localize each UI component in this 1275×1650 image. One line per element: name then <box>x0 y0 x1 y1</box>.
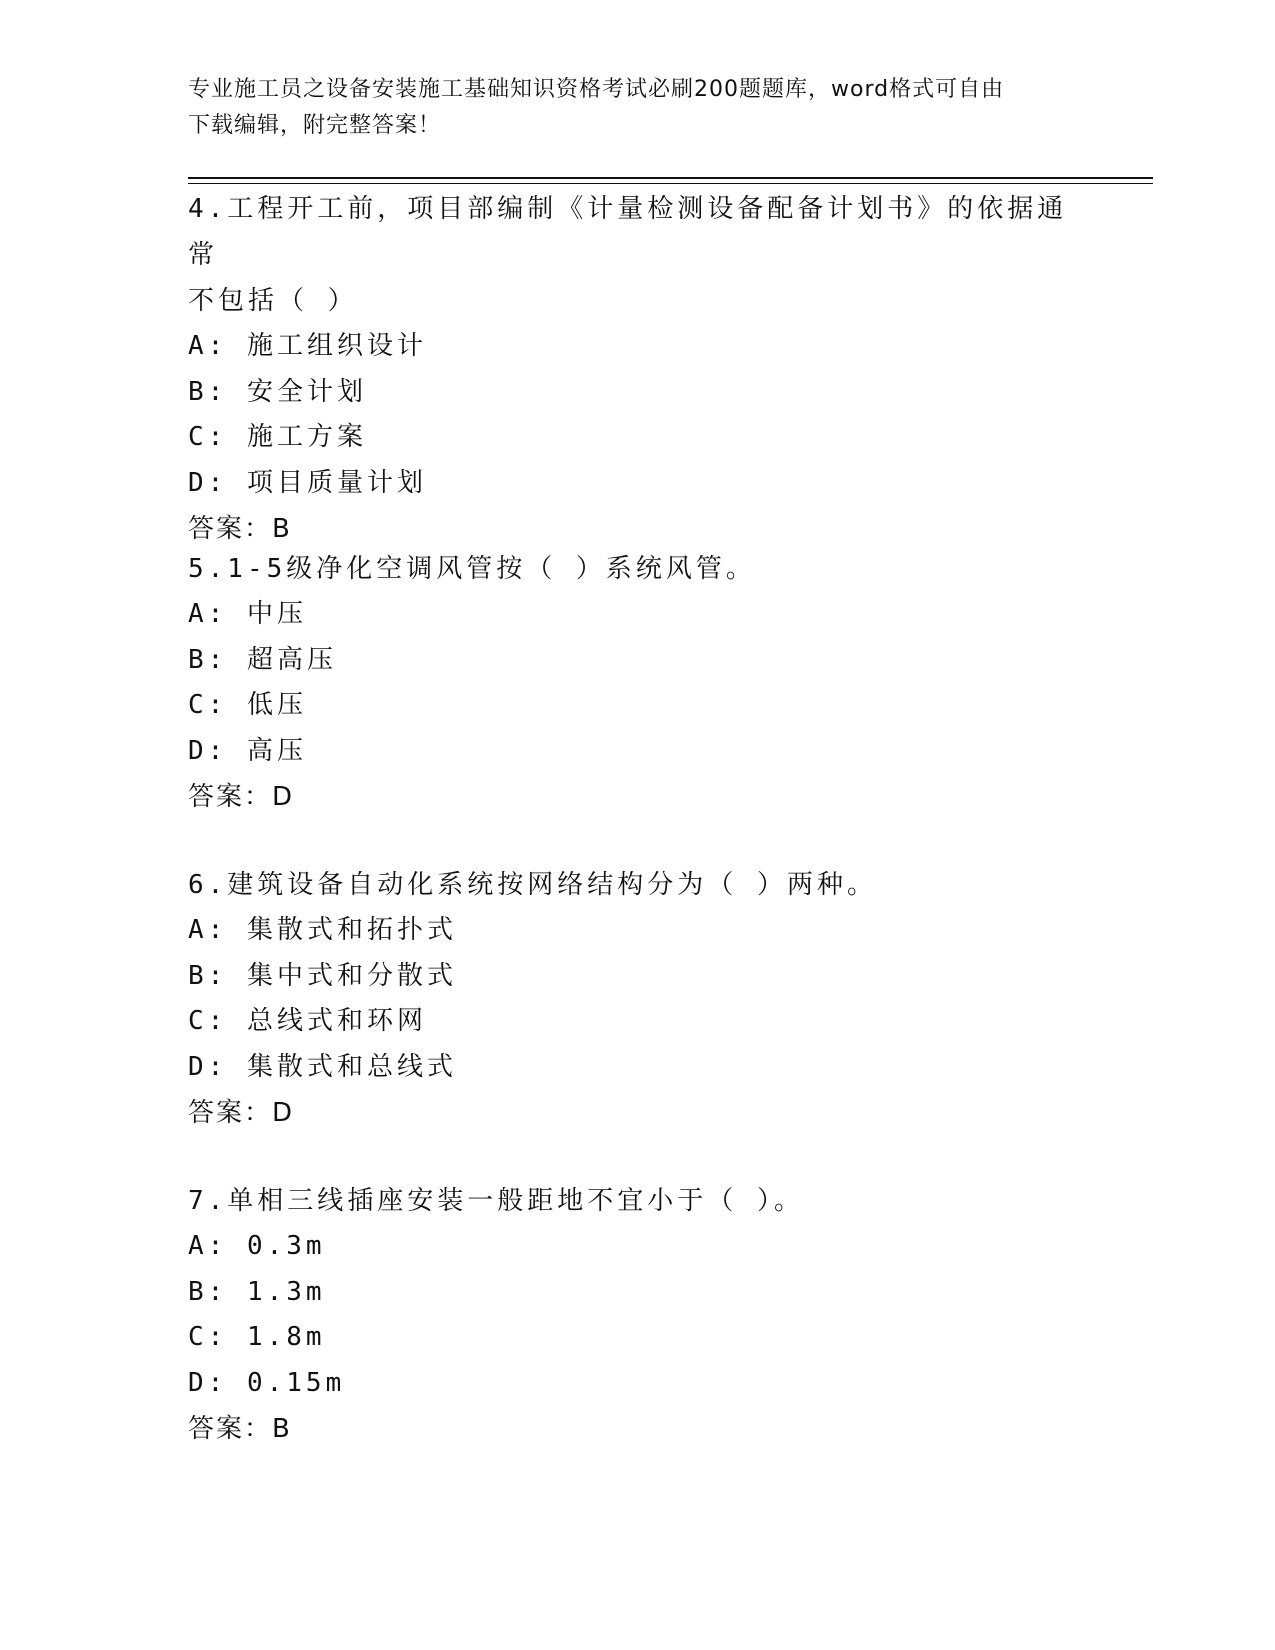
option-a: A: 施工组织设计 <box>188 331 427 361</box>
answer-line: 答案：D <box>188 1098 295 1128</box>
option-c: C: 施工方案 <box>188 422 367 452</box>
intro-line-2: 下载编辑，附完整答案！ <box>188 113 442 138</box>
question-stem: 6.建筑设备自动化系统按网络结构分为（ ）两种。 <box>188 870 877 900</box>
header-divider-thick <box>188 177 1153 179</box>
answer-line: 答案：B <box>188 514 292 544</box>
option-a: A: 中压 <box>188 599 307 629</box>
question-7 <box>188 1178 1088 1452</box>
option-b: B: 集中式和分散式 <box>188 960 457 991</box>
question-stem: 4.工程开工前，项目部编制《计量检测设备配备计划书》的依据通常 <box>188 194 1068 270</box>
answer-line: 答案：B <box>188 1414 292 1444</box>
question-6 <box>188 862 1088 1136</box>
option-d: D: 项目质量计划 <box>188 467 427 498</box>
question-stem: 5.1-5级净化空调风管按（ ）系统风管。 <box>188 554 756 584</box>
option-d: D: 集散式和总线式 <box>188 1051 457 1082</box>
option-c: C: 低压 <box>188 690 307 720</box>
option-b: B: 1.3m <box>188 1276 326 1307</box>
option-c: C: 总线式和环网 <box>188 1006 427 1036</box>
intro-line-1: 专业施工员之设备安装施工基础知识资格考试必刷200题题库，word格式可自由 <box>188 77 1005 102</box>
question-stem: 7.单相三线插座安装一般距地不宜小于（ ）。 <box>188 1186 804 1216</box>
option-a: A: 集散式和拓扑式 <box>188 915 457 945</box>
answer-line: 答案：D <box>188 782 295 812</box>
option-a: A: 0.3m <box>188 1231 326 1261</box>
option-b: B: 安全计划 <box>188 376 367 407</box>
question-5 <box>188 546 1088 820</box>
document-intro <box>188 72 1088 144</box>
question-stem-continued: 不包括（ ） <box>188 286 358 316</box>
header-divider-thin <box>188 183 1153 184</box>
option-b: B: 超高压 <box>188 644 337 675</box>
option-d: D: 0.15m <box>188 1367 346 1398</box>
option-c: C: 1.8m <box>188 1322 326 1352</box>
option-d: D: 高压 <box>188 735 307 766</box>
question-4 <box>188 186 1088 552</box>
